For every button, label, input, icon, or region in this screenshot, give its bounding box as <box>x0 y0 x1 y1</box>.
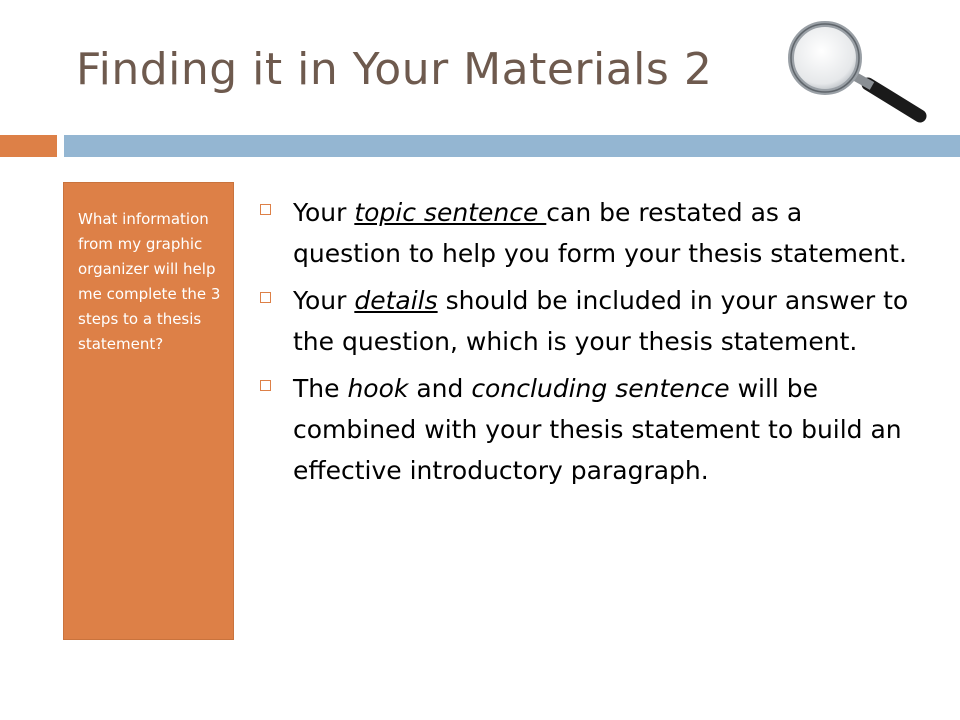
square-bullet-icon <box>260 204 271 215</box>
bullet-text: The hook and concluding sentence will be combined with your thesis statement to build an effective introductory paragraph. <box>293 374 902 485</box>
bullet-item <box>257 368 917 491</box>
sidebar-question-text: What information from my graphic organizer will help me complete the 3 steps to a thesis statement? <box>78 210 221 353</box>
sidebar-question-box <box>63 182 234 640</box>
emphasis-details: details <box>354 286 438 315</box>
emphasis-concluding-sentence: concluding sentence <box>471 374 730 403</box>
square-bullet-icon <box>260 292 271 303</box>
accent-bar-orange <box>0 135 57 157</box>
accent-bar-blue <box>64 135 960 157</box>
slide-title: Finding it in Your Materials 2 <box>76 44 713 95</box>
bullet-list <box>257 192 917 497</box>
bullet-item <box>257 280 917 362</box>
square-bullet-icon <box>260 380 271 391</box>
magnifying-glass-icon <box>780 18 930 138</box>
emphasis-hook: hook <box>347 374 409 403</box>
emphasis-topic-sentence: topic sentence <box>354 198 547 227</box>
bullet-text: Your topic sentence can be restated as a question to help you form your thesis statement. <box>293 198 907 268</box>
bullet-item <box>257 192 917 274</box>
bullet-text: Your details should be included in your answer to the question, which is your thesis statement. <box>293 286 909 356</box>
